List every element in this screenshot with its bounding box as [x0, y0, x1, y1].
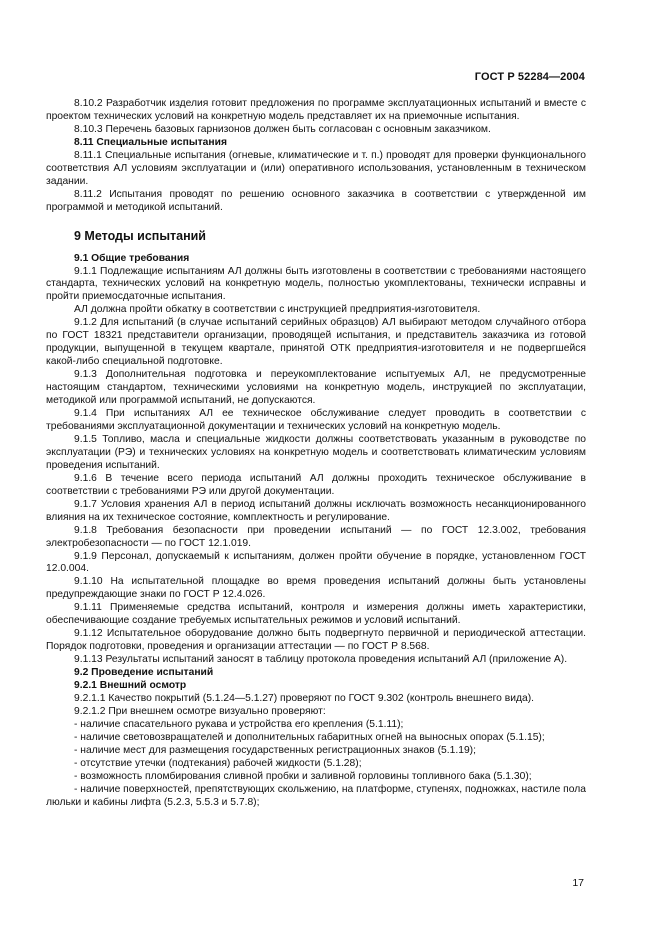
- paragraph-8-11-2: 8.11.2 Испытания проводят по решению основного заказчика в соответствии с утвержденной им программой и методикой испытаний.: [46, 188, 586, 213]
- list-item: - наличие световозвращателей и дополнительных габаритных огней на выносных опорах (5.1.15);: [74, 731, 545, 743]
- paragraph-9-1-1: 9.1.1 Подлежащие испытаниям АЛ должны быть изготовлены в соответствии с требованиями настоящего стандарта, технических условий на конкретную модель, полностью укомплектованы, технически исправны и пройти приемосдаточные испытания.: [46, 265, 586, 303]
- subheading-8-11: 8.11 Специальные испытания: [74, 136, 227, 148]
- list-item: - наличие поверхностей, препятствующих скольжению, на платформе, ступенях, подножках, настиле пола люльки и кабины лифта (5.2.3, 5.5.3 и 5.7.8);: [46, 783, 586, 808]
- paragraph-9-1-1-obkatka: АЛ должна пройти обкатку в соответствии с инструкцией предприятия-изготовителя.: [74, 304, 481, 316]
- paragraph-8-10-3: 8.10.3 Перечень базовых гарнизонов должен быть согласован с основным заказчиком.: [74, 123, 491, 135]
- page-number: 17: [572, 877, 584, 889]
- paragraph-9-1-3: 9.1.3 Дополнительная подготовка и переукомплектование испытуемых АЛ, не предусмотренные настоящим стандартом, техническими условиями на конкретную модель, инструкцией по эксплуатации, методикой или программой испытаний, не допускаются.: [46, 369, 586, 407]
- paragraph-8-11-1: 8.11.1 Специальные испытания (огневые, климатические и т. п.) проводят для проверки функционального соответствия АЛ условиям эксплуатации и (или) оперативного использования, установленным в техническом задании.: [46, 149, 586, 187]
- paragraph-9-1-11: 9.1.11 Применяемые средства испытаний, контроля и измерения должны иметь характеристики, обеспечивающие создание требуемых испытательных режимов и условий испытаний.: [46, 602, 586, 627]
- subheading-9-1: 9.1 Общие требования: [74, 252, 190, 264]
- paragraph-9-1-9: 9.1.9 Персонал, допускаемый к испытаниям, должен пройти обучение в порядке, установленном ГОСТ 12.0.004.: [46, 550, 586, 575]
- page-header: ГОСТ Р 52284—2004: [474, 71, 585, 83]
- paragraph-9-1-5: 9.1.5 Топливо, масла и специальные жидкости должны соответствовать указанным в руководстве по эксплуатации (РЭ) и технических условиях на конкретную модель и соответствовать климатическим условиям проведения испытаний.: [46, 433, 586, 471]
- subheading-9-2: 9.2 Проведение испытаний: [74, 667, 214, 679]
- paragraph-9-2-1-2: 9.2.1.2 При внешнем осмотре визуально проверяют:: [74, 705, 326, 717]
- paragraph-9-2-1-1: 9.2.1.1 Качество покрытий (5.1.24—5.1.27) проверяют по ГОСТ 9.302 (контроль внешнего вида).: [74, 692, 535, 704]
- page-body: [46, 98, 586, 810]
- paragraph-9-1-6: 9.1.6 В течение всего периода испытаний АЛ должны проходить техническое обслуживание в соответствии с требованиями РЭ или другой документации.: [46, 472, 586, 497]
- subheading-9-2-1: 9.2.1 Внешний осмотр: [74, 680, 187, 692]
- section-heading-9: 9 Методы испытаний: [74, 228, 206, 243]
- paragraph-9-1-7: 9.1.7 Условия хранения АЛ в период испытаний должны исключать возможность несанкционированного влияния на их техническое состояние, комплектность и регулирование.: [46, 498, 586, 523]
- paragraph-9-1-4: 9.1.4 При испытаниях АЛ ее техническое обслуживание следует проводить в соответствии с требованиями эксплуатационной документации и технических условий на конкретную модель.: [46, 408, 586, 432]
- paragraph-9-1-2: 9.1.2 Для испытаний (в случае испытаний серийных образцов) АЛ выбирают методом случайного отбора по ГОСТ 18321 представители организации, проводящей испытания, и представитель заказчика из готовой продукции, выпущенной в текущем квартале, принятой ОТК предприятия-изготовителя и не подвергшейся какой-либо специальной подготовке.: [46, 317, 586, 368]
- list-item: - наличие мест для размещения государственных регистрационных знаков (5.1.19);: [74, 744, 476, 756]
- paragraph-8-10-2: 8.10.2 Разработчик изделия готовит предложения по программе эксплуатационных испытаний и вместе с проектом технических условий на конкретную модель представляет их на приемочные испытания.: [46, 98, 586, 122]
- paragraph-9-1-13: 9.1.13 Результаты испытаний заносят в таблицу протокола проведения испытаний АЛ (приложение А).: [74, 654, 568, 666]
- list-item: - отсутствие утечки (подтекания) рабочей жидкости (5.1.28);: [74, 757, 362, 769]
- list-item: - наличие спасательного рукава и устройства его крепления (5.1.11);: [74, 718, 404, 730]
- paragraph-9-1-8: 9.1.8 Требования безопасности при проведении испытаний — по ГОСТ 12.3.002, требования электробезопасности — по ГОСТ 12.1.019.: [46, 524, 586, 549]
- paragraph-9-1-12: 9.1.12 Испытательное оборудование должно быть подвергнуто первичной и периодической аттестации. Порядок подготовки, проведения и организации аттестации — по ГОСТ Р 8.568.: [46, 628, 586, 653]
- paragraph-9-1-10: 9.1.10 На испытательной площадке во время проведения испытаний должны быть установлены предупреждающие знаки по ГОСТ Р 12.4.026.: [46, 576, 586, 601]
- list-item: - возможность пломбирования сливной пробки и заливной горловины топливного бака (5.1.30);: [74, 770, 532, 782]
